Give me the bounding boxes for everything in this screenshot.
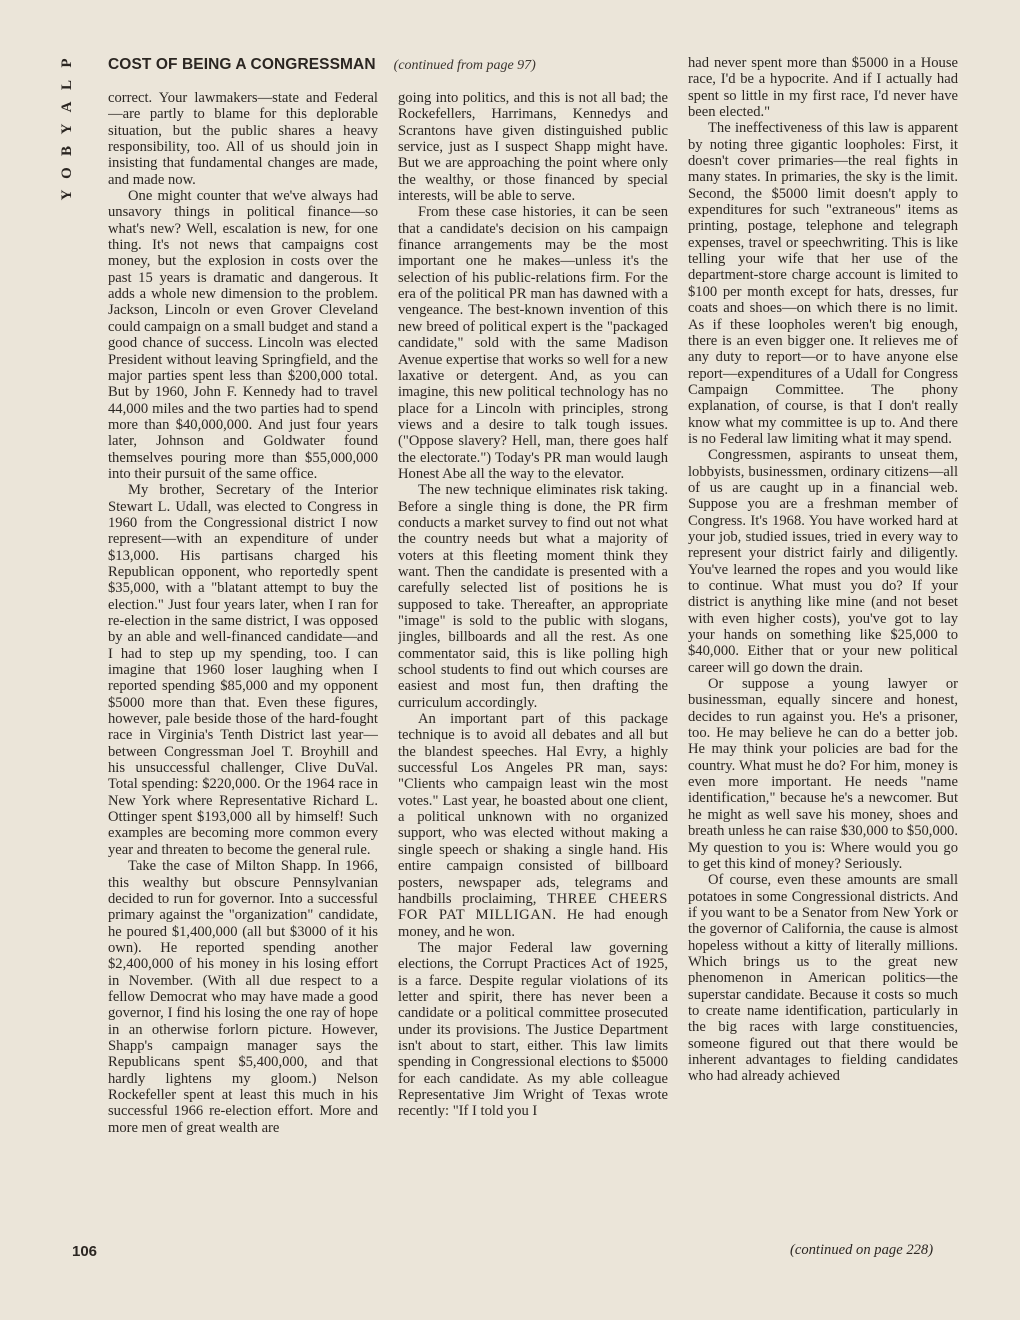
paragraph bbox=[398, 711, 668, 940]
text-column-1 bbox=[108, 90, 378, 1260]
masthead-letter: B bbox=[59, 146, 75, 157]
masthead-letter: P bbox=[59, 58, 75, 68]
masthead-letter: Y bbox=[59, 189, 75, 201]
paragraph: Or suppose a young lawyer or businessman, equally sincere and honest, decides to run against you. He's a prisoner, too. He may believe he can do a better job. He may think your policies are bad for the country. What must he do? For him, money is even more important. He needs "name identification," because he's a newcomer. But he might as well save his money, shoes and breath unless he can raise $30,000 to $50,000. My question to you is: Where would you go to get this kind of money? Seriously. bbox=[688, 676, 958, 872]
article-header bbox=[108, 56, 588, 74]
paragraph-text: An important part of this package technique is to avoid all debates and all but the blandest speeches. Hal Evry, a highly successful Los Angeles PR man, says: "Clients who campaign least win the most votes." Last year, he boasted about one client, a political unknown with no organized support, who was elected without making a single speech or shaking a single hand. His entire campaign consisted of billboard posters, newspaper ads, telegrams and handbills proclaiming, bbox=[398, 711, 668, 907]
paragraph: going into politics, and this is not all bad; the Rockefellers, Harrimans, Kennedys and Scrantons have given distinguished public service, just as I suspect Shapp might have. But we are approaching the point where only the wealthy, or those financed by special interests, will be able to serve. bbox=[398, 90, 668, 205]
masthead-letter: A bbox=[59, 101, 75, 113]
slogan-text: THREE CHEERS FOR PAT MILLIGAN. bbox=[398, 890, 668, 924]
playboy-masthead bbox=[60, 52, 74, 212]
paragraph: Congressmen, aspirants to unseat them, lobbyists, businessmen, ordinary citizens—all of us are caught up in a financial web. Suppose you are a freshman member of Congress. It's 1968. You have worked hard at your job, studied issues, tried in every way to represent your district fairly and diligently. You've learned the ropes and you would like to continue. What must you do? If your district is anything like mine (and not beset with even higher costs), you've got to lay your hands on something like $25,000 to $40,000. Either that or your new political career will go down the drain. bbox=[688, 447, 958, 676]
paragraph: had never spent more than $5000 in a House race, I'd be a hypocrite. And if I actually had spent so little in my first race, I'd never have been elected." bbox=[688, 55, 958, 121]
paragraph: correct. Your lawmakers—state and Federal—are partly to blame for this deplorable situation, but the public shares a heavy responsibility, too. All of us should join in insisting that fundamental changes are made, and made now. bbox=[108, 90, 378, 188]
paragraph: The new technique eliminates risk taking. Before a single thing is done, the PR firm conducts a market survey to find out not what the country needs but what a majority of voters at this fleeting moment think they want. Then the candidate is presented with a carefully selected list of positions he is supposed to take. Thereafter, an appropriate "image" is sold to the public with slogans, jingles, billboards and all the rest. As one commentator said, this is like polling high school students to find out which courses are easiest and most fun, then drafting the curriculum accordingly. bbox=[398, 482, 668, 711]
paragraph: Of course, even these amounts are small potatoes in some Congressional districts. And if you want to be a Senator from New York or the governor of California, the cause is almost hopeless without a kitty of literally millions. Which brings us to the great new phenomenon in American politics—the superstar candidate. Because it costs so much to create name identification, particularly in the big races with large constituencies, someone figured out that there would be inherent advantages to fielding candidates who had already achieved bbox=[688, 872, 958, 1085]
paragraph: One might counter that we've always had unsavory things in political finance—so what's new? Well, escalation is new, for one thing. It's not news that campaigns cost money, but the explosion in costs over the past 15 years is dramatic and dangerous. It adds a whole new dimension to the problem. Jackson, Lincoln or even Grover Cleveland could campaign on a small budget and stand a good chance of success. Lincoln was elected President without leaving Springfield, and the major parties spent less than $200,000 total. But by 1960, John F. Kennedy had to travel 44,000 miles and the two parties had to spend more than $40,000,000. And just four years later, Johnson and Goldwater found themselves pouring more than $55,000,000 into their pursuit of the same office. bbox=[108, 188, 378, 482]
page-number: 106 bbox=[72, 1243, 98, 1260]
paragraph: The ineffectiveness of this law is apparent by noting three gigantic loopholes: First, it doesn't cover primaries—the real fights in many states. In primaries, the sky is the limit. Second, the $5000 limit doesn't apply to expenditures for such "extraneous" items as printing, postage, telephone and telegraph expenses, travel or speechwriting. This is like telling your wife that her use of the department-store charge account is limited to $100 per month except for hats, dresses, fur coats and shoes—on which there is no limit. As if these loopholes weren't big enough, there is an even bigger one. It relieves me of any duty to report—or to have anyone else report—expenditures of a Udall for Congress Campaign Committee. The phony explanation, of course, is that I don't really know what my committee is up to. And there is no Federal law limiting what it may spend. bbox=[688, 120, 958, 447]
continued-on-note: (continued on page 228) bbox=[790, 1242, 934, 1258]
text-column-2 bbox=[398, 90, 668, 1260]
article-title: COST OF BEING A CONGRESSMAN bbox=[108, 56, 376, 73]
paragraph-text: He had enough money, and he won. bbox=[398, 907, 668, 940]
masthead-letter: L bbox=[59, 80, 75, 91]
masthead-letter: O bbox=[59, 167, 75, 179]
paragraph: My brother, Secretary of the Interior Stewart L. Udall, was elected to Congress in 1960 from the Congressional district I now represent—with an expenditure of under $13,000. His partisans charged his Republican opponent, who reportedly spent $35,000, with a "blatant attempt to buy the election." Just four years later, when I ran for re-election in the same district, I was opposed by an able and well-financed candidate—and I had to step up my spending, too. I can imagine that 1960 loser laughing when I reported spending $85,000 and my opponent $5000 more than that. Even these figures, however, pale beside those of the hard-fought race in Virginia's Tenth District last year—between Congressman Joel T. Broyhill and his unsuccessful challenger, Clive DuVal. Total spending: $220,000. Or the 1964 race in New York where Representative Richard L. Ottinger spent $193,000 all by himself! Such examples are becoming more common every year and threaten to become the general rule. bbox=[108, 482, 378, 858]
text-column-3 bbox=[688, 55, 958, 1263]
masthead-letter: Y bbox=[59, 123, 75, 135]
paragraph: From these case histories, it can be seen that a candidate's decision on his campaign finance arrangements may be the most important one he makes—unless it's the selection of his public-relations firm. For the era of the political PR man has dawned with a vengeance. The best-known invention of this new breed of political expert is the "packaged candidate," sold with the same Madison Avenue expertise that works so well for a new laxative or detergent. And, as you can imagine, this new political technology has no place for a Lincoln with principles, strong views and a desire to talk tough issues. ("Oppose slavery? Hell, man, there goes half the electorate.") Today's PR man would laugh Honest Abe all the way to the elevator. bbox=[398, 204, 668, 482]
continued-from-note: (continued from page 97) bbox=[393, 58, 536, 73]
paragraph: Take the case of Milton Shapp. In 1966, this wealthy but obscure Pennsylvanian decided to run for governor. Into a successful primary against the "organization" candidate, he poured $1,400,000 (all but $3000 of it his own). He reported spending another $2,400,000 of his money in his losing effort in November. (With all due respect to a fellow Democrat who may have made a good governor, I find his losing the one ray of hope in an otherwise forlorn picture. However, Shapp's campaign manager says the Republicans spent $5,400,000, and that hardly lightens my gloom.) Nelson Rockefeller spent at least this much in his successful 1966 re-election effort. More and more men of great wealth are bbox=[108, 858, 378, 1136]
paragraph: The major Federal law governing elections, the Corrupt Practices Act of 1925, is a farce. Despite regular violations of its letter and spirit, there has never been a candidate or a political committee prosecuted under its provisions. The Justice Department isn't about to start, either. This law limits spending in Congressional elections to $5000 for each candidate. As my able colleague Representative Jim Wright of Texas wrote recently: "If I told you I bbox=[398, 939, 668, 1120]
